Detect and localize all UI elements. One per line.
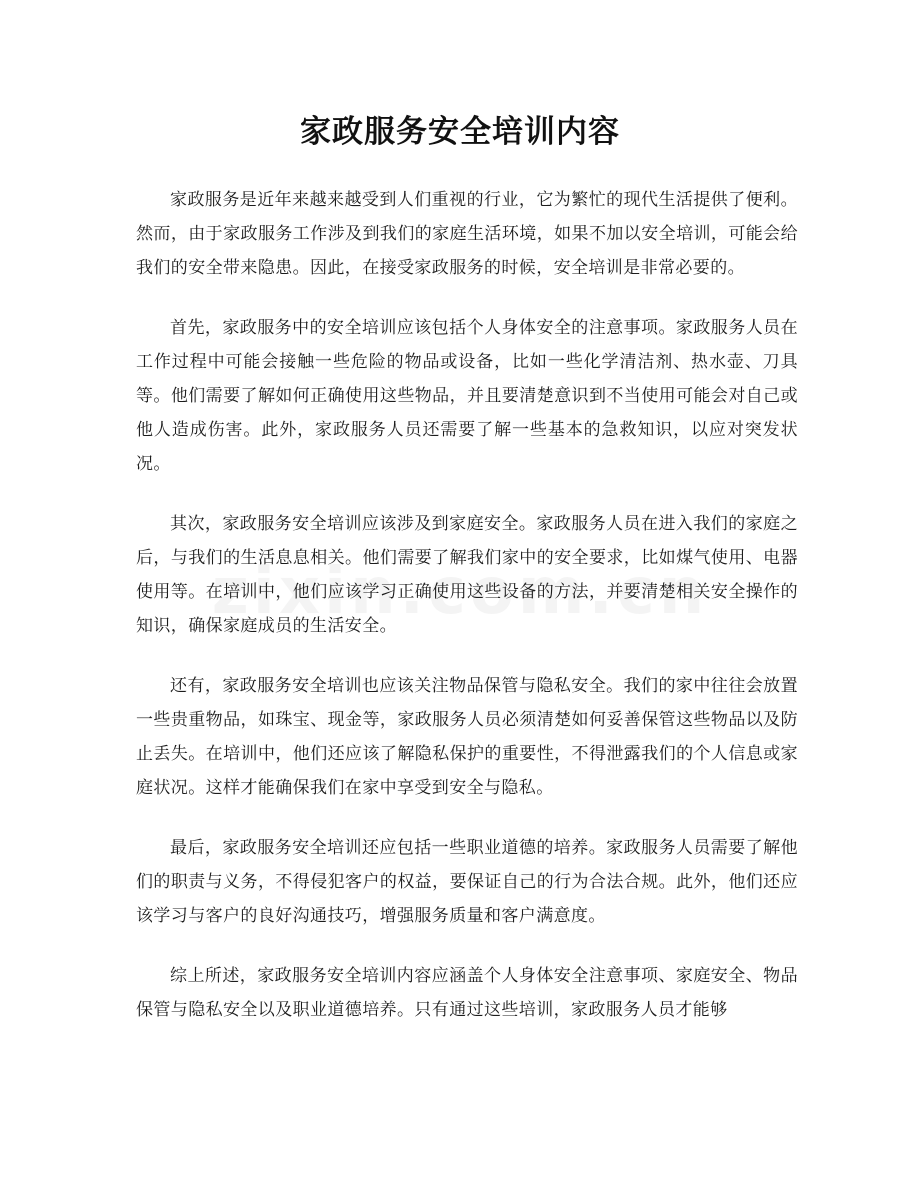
paragraph-home-safety: 其次，家政服务安全培训应该涉及到家庭安全。家政服务人员在进入我们的家庭之后，与我们的生活息息相关。他们需要了解我们家中的安全要求，比如煤气使用、电器使用等。在培训中，他们应该学习正确使用这些设备的方法，并要清楚相关安全操作的知识，确保家庭成员的生活安全。 xyxy=(136,514,798,636)
document-title: 家政服务安全培训内容 xyxy=(300,114,620,150)
document-body xyxy=(136,183,798,1053)
paragraph-intro: 家政服务是近年来越来越受到人们重视的行业，它为繁忙的现代生活提供了便利。然而，由于家政服务工作涉及到我们的家庭生活环境，如果不加以安全培训，可能会给我们的安全带来隐患。因此，在接受家政服务的时候，安全培训是非常必要的。 xyxy=(136,190,798,278)
paragraph-personal-safety: 首先，家政服务中的安全培训应该包括个人身体安全的注意事项。家政服务人员在工作过程中可能会接触一些危险的物品或设备，比如一些化学清洁剂、热水壶、刀具等。他们需要了解如何正确使用这些物品，并且要清楚意识到不当使用可能会对自己或他人造成伤害。此外，家政服务人员还需要了解一些基本的急救知识，以应对突发状况。 xyxy=(136,318,798,474)
paragraph-summary: 综上所述，家政服务安全培训内容应涵盖个人身体安全注意事项、家庭安全、物品保管与隐私安全以及职业道德培养。只有通过这些培训，家政服务人员才能够 xyxy=(136,966,798,1020)
paragraph-privacy-safety: 还有，家政服务安全培训也应该关注物品保管与隐私安全。我们的家中往往会放置一些贵重物品，如珠宝、现金等，家政服务人员必须清楚如何妥善保管这些物品以及防止丢失。在培训中，他们还应该了解隐私保护的重要性，不得泄露我们的个人信息或家庭状况。这样才能确保我们在家中享受到安全与隐私。 xyxy=(136,676,798,798)
paragraph-professional-ethics: 最后，家政服务安全培训还应包括一些职业道德的培养。家政服务人员需要了解他们的职责与义务，不得侵犯客户的权益，要保证自己的行为合法合规。此外，他们还应该学习与客户的良好沟通技巧，增强服务质量和客户满意度。 xyxy=(136,838,798,926)
